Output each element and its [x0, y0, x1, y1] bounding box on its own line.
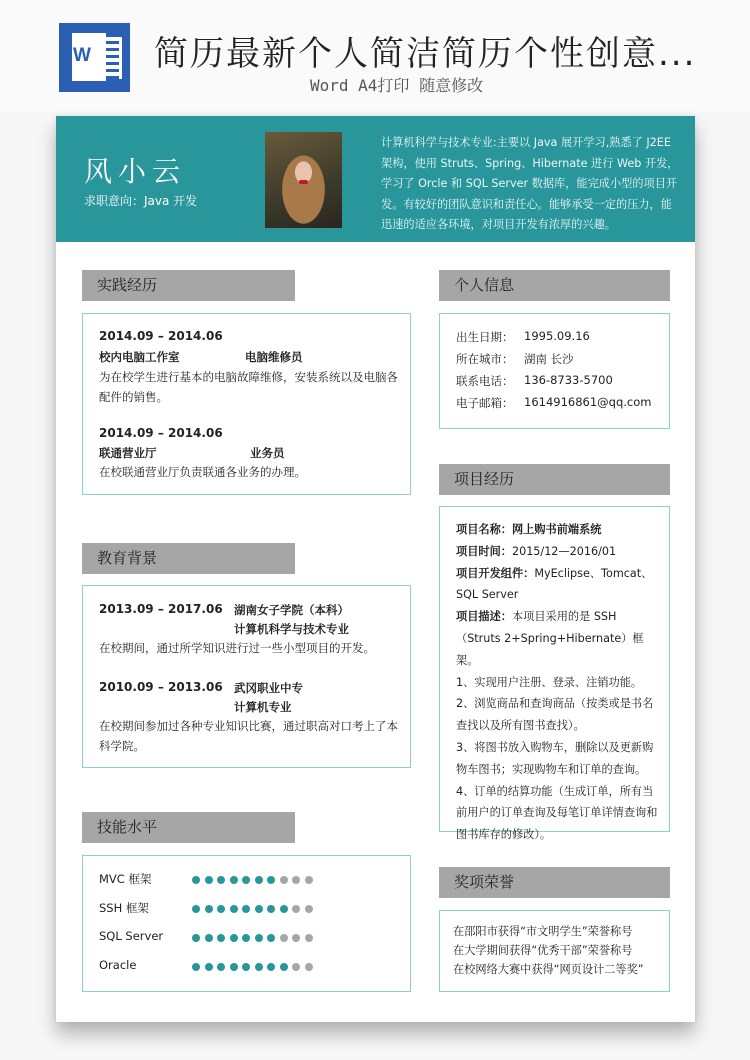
filled-dot-icon: [192, 905, 200, 913]
edu-school: 湖南女子学院（本科）: [234, 603, 349, 617]
practice-period: 2014.09 – 2014.06: [99, 426, 223, 440]
project-details: 项目名称：网上购书前端系统 项目时间：2015/12—2016/01 项目开发组件：MyEclipse、Tomcat、SQL Server 项目描述：本项目采用的是 SSH（Struts 2+Spring+Hibernate）框架。 1、实现用户注册、登录、注销功能。 2、浏览商品和查询商品（按类或是书名查找以及所有图书查找）。 3、将图书放入购物车，删除以及更新购物车图书；实现购物车和订单的查询。 4、订单的结算功能（生成订单，所有当前用户的订单查询及每笔订单详情查询和图书库存的修改）。: [456, 519, 660, 846]
empty-dot-icon: [305, 905, 313, 913]
birth-date: 1995.09.16: [524, 329, 590, 343]
filled-dot-icon: [217, 963, 225, 971]
project-desc: 本项目采用的是 SSH（Struts 2+Spring+Hibernate）框架。: [456, 610, 644, 667]
award-item: 在大学期间获得“优秀干部”荣誉称号: [453, 944, 633, 957]
empty-dot-icon: [305, 876, 313, 884]
empty-dot-icon: [280, 876, 288, 884]
word-document-icon: W: [59, 23, 130, 92]
phone: 136-8733-5700: [524, 373, 613, 387]
section-skills-header: 技能水平: [82, 812, 295, 843]
edu-period: 2013.09 – 2017.06: [99, 602, 223, 616]
education-box: [82, 585, 411, 768]
project-name: 网上购书前端系统: [511, 523, 602, 536]
filled-dot-icon: [230, 963, 238, 971]
document-subtitle: Word A4打印 随意修改: [310, 76, 484, 95]
edu-period: 2010.09 – 2013.06: [99, 680, 223, 694]
filled-dot-icon: [230, 905, 238, 913]
skill-name: Oracle: [99, 958, 137, 972]
candidate-name: 风小云: [84, 155, 187, 188]
empty-dot-icon: [292, 934, 300, 942]
filled-dot-icon: [217, 876, 225, 884]
section-practice-header: 实践经历: [82, 270, 295, 301]
practice-role: 业务员: [250, 446, 285, 460]
edu-major: 计算机专业: [234, 700, 292, 714]
filled-dot-icon: [205, 876, 213, 884]
filled-dot-icon: [280, 905, 288, 913]
skill-name: SQL Server: [99, 929, 164, 943]
project-point: 1、实现用户注册、登录、注销功能。: [456, 675, 643, 689]
skill-name: MVC 框架: [99, 872, 152, 886]
field-label: 电子邮箱：: [456, 396, 514, 410]
practice-box: [82, 313, 411, 495]
practice-period: 2014.09 – 2014.06: [99, 329, 223, 343]
section-project-header: 项目经历: [439, 464, 670, 495]
project-point: 4、订单的结算功能（生成订单，所有当前用户的订单查询及每笔订单详情查询和图书库存的修改）。: [456, 784, 658, 842]
filled-dot-icon: [217, 934, 225, 942]
skill-name: SSH 框架: [99, 901, 149, 915]
filled-dot-icon: [192, 876, 200, 884]
filled-dot-icon: [205, 963, 213, 971]
filled-dot-icon: [230, 934, 238, 942]
project-point: 2、浏览商品和查询商品（按类或是书名查找以及所有图书查找）。: [456, 697, 654, 733]
field-label: 出生日期：: [456, 330, 514, 344]
practice-desc: 为在校学生进行基本的电脑故障维修，安装系统以及电脑各配件的销售。: [99, 370, 398, 404]
skill-rating: [192, 934, 313, 942]
profile-summary: 计算机科学与技术专业:主要以 Java 展开学习,熟悉了 J2EE 架构，使用 Struts、Spring、Hibernate 进行 Web 开发，学习了 Orcle 和 SQL Server 数据库，能完成小型的项目开发。有较好的团队意识和责任心。能够承受一定的压力，能迅速的适应各环境，对项目开发有浓厚的兴趣。: [381, 136, 679, 231]
project-box: [439, 506, 670, 842]
filled-dot-icon: [192, 963, 200, 971]
edu-major: 计算机科学与技术专业: [234, 622, 349, 636]
award-item: 在邵阳市获得“市文明学生”荣誉称号: [453, 925, 633, 938]
filled-dot-icon: [280, 963, 288, 971]
awards-box: [439, 910, 670, 992]
personal-box: [439, 313, 670, 429]
field-label: 联系电话：: [456, 374, 514, 388]
filled-dot-icon: [255, 876, 263, 884]
filled-dot-icon: [267, 876, 275, 884]
profile-banner: [56, 116, 695, 242]
filled-dot-icon: [255, 905, 263, 913]
skills-box: [82, 855, 411, 992]
practice-org: 校内电脑工作室: [99, 350, 180, 364]
city: 湖南 长沙: [524, 352, 574, 366]
section-education-header: 教育背景: [82, 543, 295, 574]
filled-dot-icon: [267, 905, 275, 913]
practice-org: 联通营业厅: [99, 446, 157, 460]
empty-dot-icon: [292, 905, 300, 913]
filled-dot-icon: [242, 934, 250, 942]
filled-dot-icon: [242, 876, 250, 884]
field-label: 所在城市：: [456, 352, 514, 366]
preview-header: [0, 0, 750, 112]
filled-dot-icon: [192, 934, 200, 942]
empty-dot-icon: [280, 934, 288, 942]
award-item: 在校网络大赛中获得“网页设计二等奖”: [453, 963, 644, 976]
document-title: 简历最新个人简洁简历个性创意...: [154, 34, 697, 74]
section-awards-header: 奖项荣誉: [439, 867, 670, 898]
job-intent: 求职意向：Java 开发: [84, 194, 198, 208]
filled-dot-icon: [267, 963, 275, 971]
filled-dot-icon: [230, 876, 238, 884]
empty-dot-icon: [292, 963, 300, 971]
filled-dot-icon: [267, 934, 275, 942]
project-time: 2015/12—2016/01: [511, 544, 617, 558]
filled-dot-icon: [205, 934, 213, 942]
edu-desc: 在校期间参加过各种专业知识比赛，通过职高对口考上了本科学院。: [99, 719, 398, 753]
practice-desc: 在校联通营业厅负责联通各业务的办理。: [99, 465, 306, 479]
filled-dot-icon: [242, 963, 250, 971]
project-tools: MyEclipse、Tomcat、SQL Server: [456, 566, 653, 602]
portrait-photo: [265, 132, 342, 228]
empty-dot-icon: [305, 934, 313, 942]
edu-school: 武冈职业中专: [234, 681, 303, 695]
edu-desc: 在校期间，通过所学知识进行过一些小型项目的开发。: [99, 641, 375, 655]
practice-role: 电脑维修员: [245, 350, 303, 364]
project-point: 3、将图书放入购物车，删除以及更新购物车图书；实现购物车和订单的查询。: [456, 740, 654, 776]
skill-rating: [192, 963, 313, 971]
filled-dot-icon: [217, 905, 225, 913]
skill-rating: [192, 876, 313, 884]
filled-dot-icon: [242, 905, 250, 913]
empty-dot-icon: [305, 963, 313, 971]
empty-dot-icon: [292, 876, 300, 884]
filled-dot-icon: [255, 934, 263, 942]
filled-dot-icon: [255, 963, 263, 971]
section-personal-header: 个人信息: [439, 270, 670, 301]
skill-rating: [192, 905, 313, 913]
email: 1614916861@qq.com: [524, 395, 652, 409]
filled-dot-icon: [205, 905, 213, 913]
